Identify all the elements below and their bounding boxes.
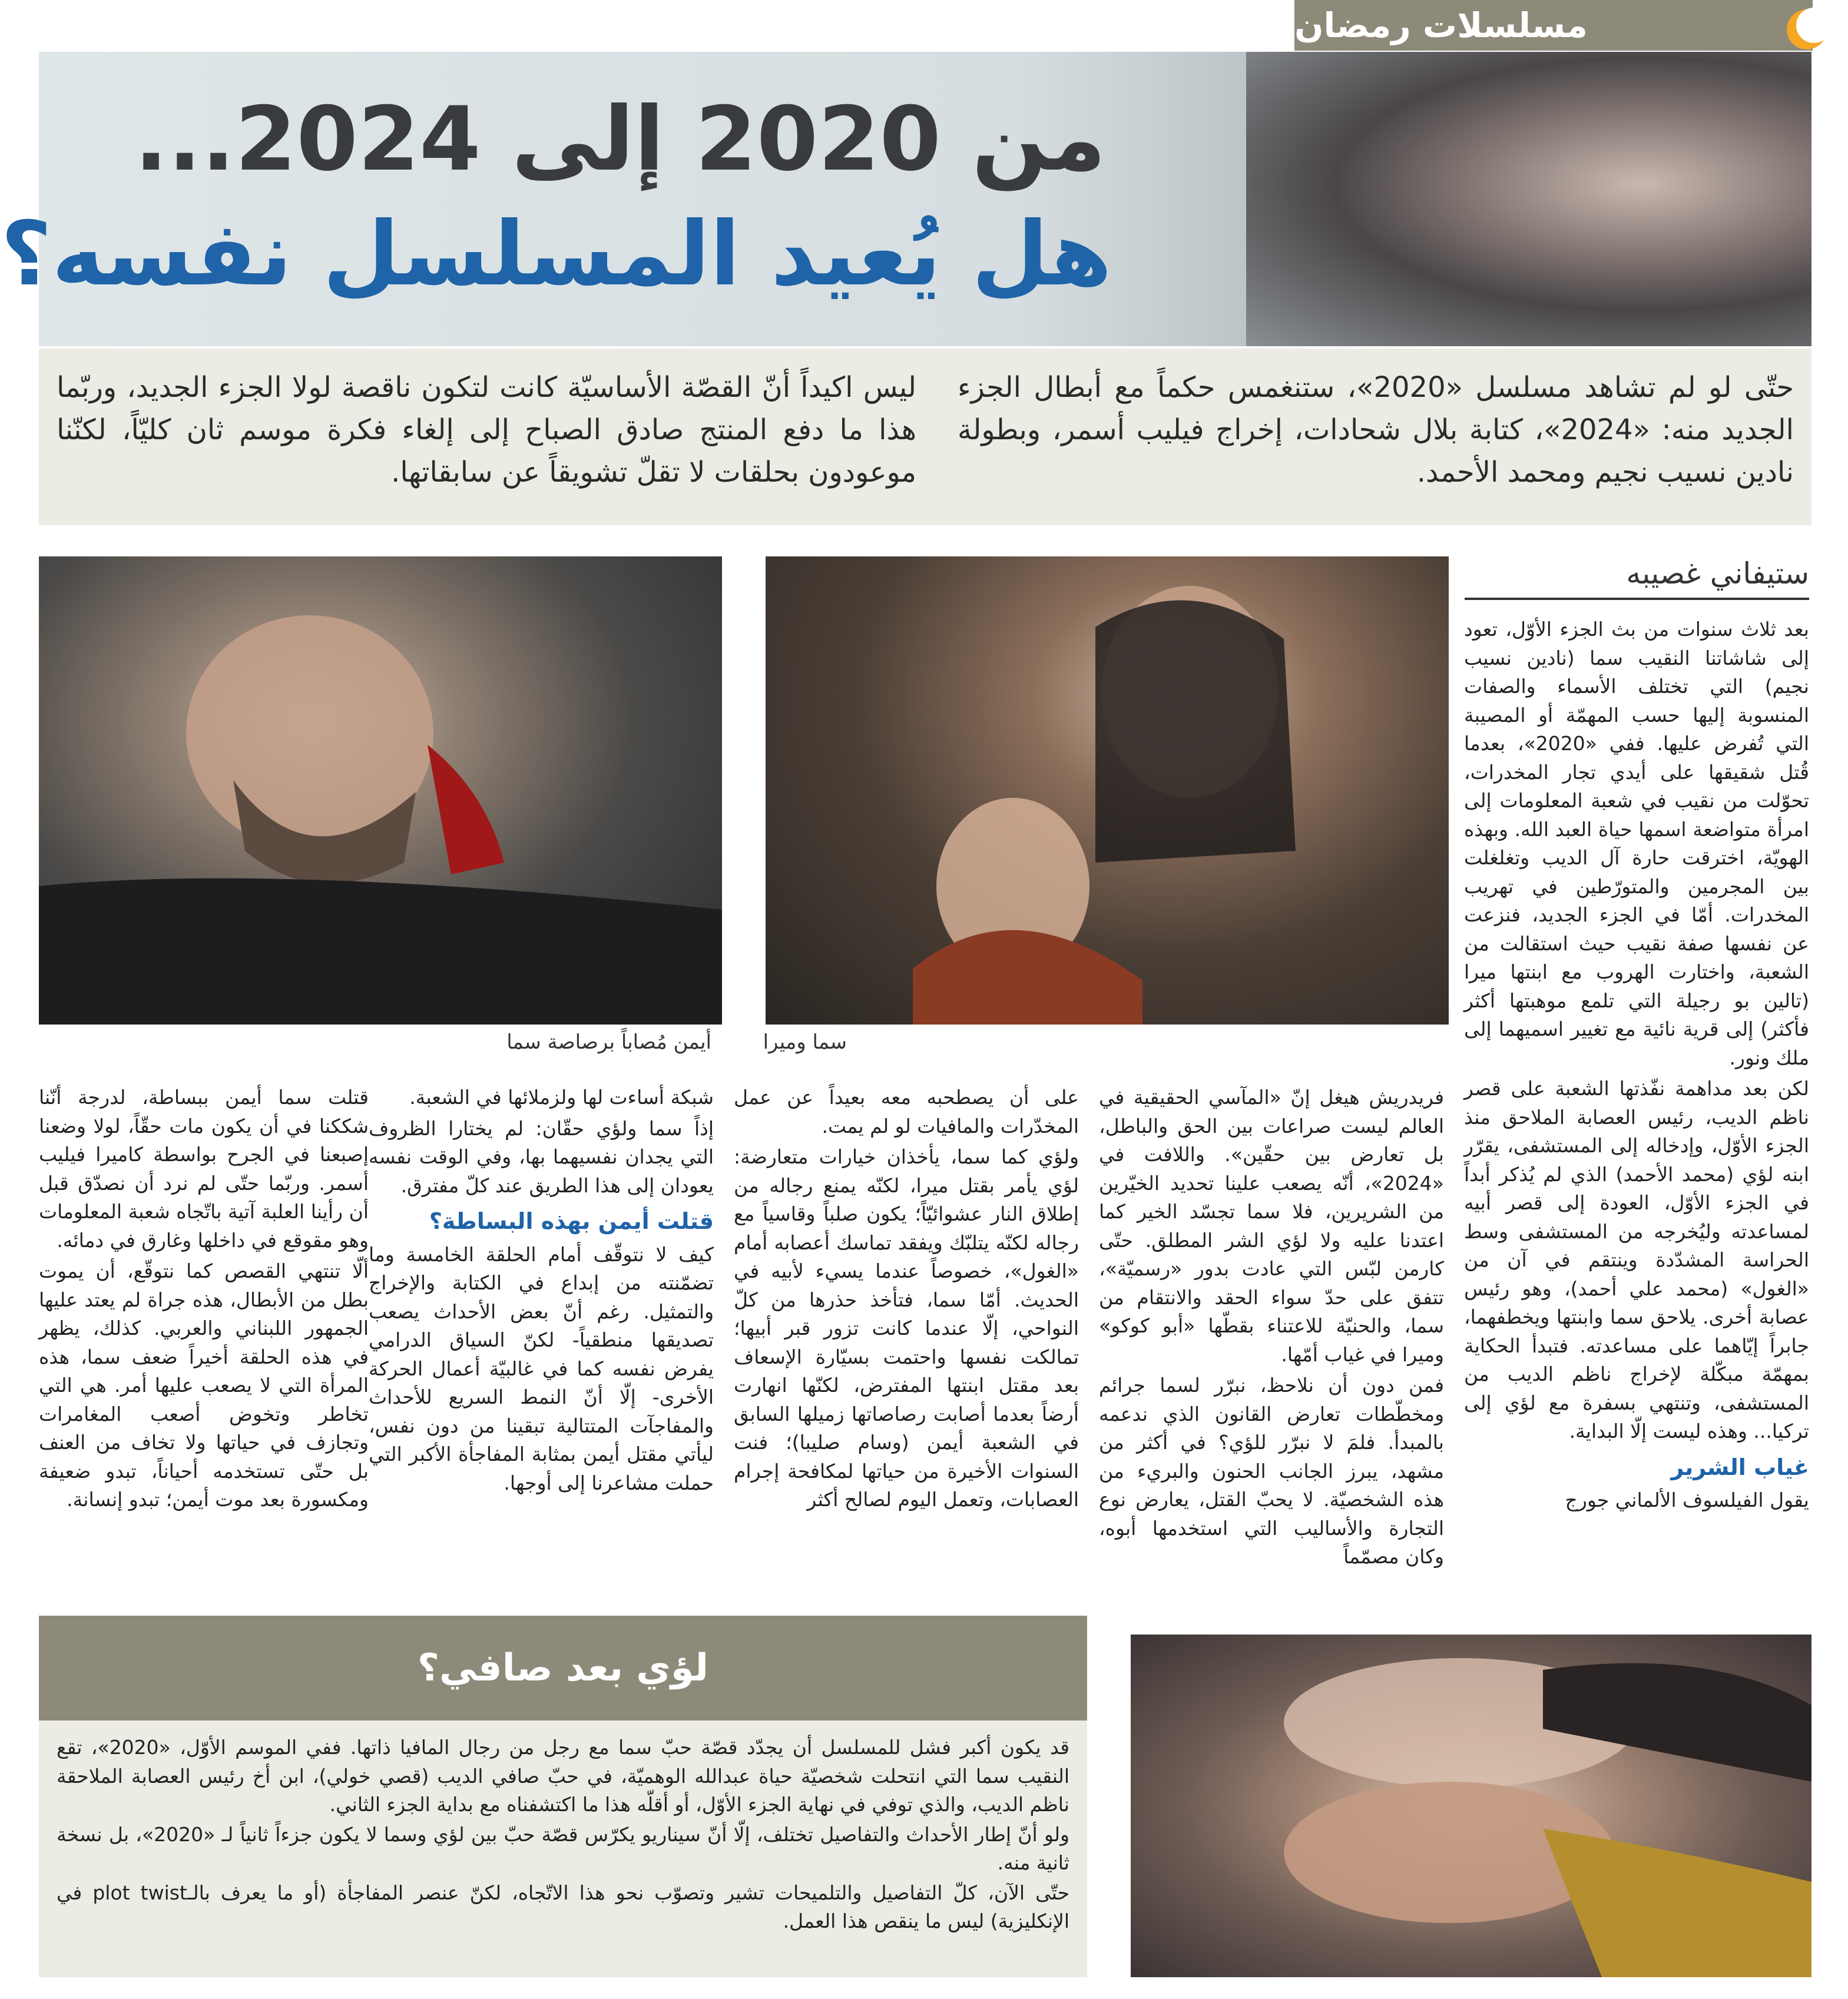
sidebar-box xyxy=(39,1616,1087,1977)
col5-paragraph: قتلت سما أيمن ببساطة، لدرجة أنّنا شككنا في أن يكون مات حقّاً، لولا وضعنا إصبعنا في الجرح بواسطة كاميرا فيليب أسمر. وربّما حتّى لم نرد أن نصدّق قبل أن رأينا العلبة آتية باتّجاه شعبة المعلومات وهو مقوقع في داخلها وغارق في دمائه. xyxy=(39,1086,369,1252)
headline-line-1: من 2020 إلى 2024... xyxy=(134,88,1106,191)
photo-loay-and-sama xyxy=(1131,1635,1811,1977)
intro-left: ليس اكيداً أنّ القصّة الأساسيّة كانت لتكون ناقصة لولا الجزء الجديد، وربّما هذا ما دفع المنتج صادق الصباح إلى إلغاء فكرة موسم ثان كليّاً، لكنّنا موعودون بحلقات لا تقلّ تشويقاً عن سابقاتها. xyxy=(57,371,916,489)
col1-paragraph: لكن بعد مداهمة نفّذتها الشعبة على قصر ناظم الديب، رئيس العصابة الملاحق منذ الجزء الأوّل، وإدخاله إلى المستشفى، يقرّر ابنه لؤي (محمد الأحمد) الذي لم يُذكر أبداً في الجزء الأوّل، العودة إلى قصر أبيه لمساعدته وليُخرجه من المستشفى وسط الحراسة المشدّدة وينتقم في آن من «الغول» (محمد علي أحمد)، وهو رئيس عصابة أخرى. يلاحق سما وابنتها ويخطفهما، جابراً إيّاهما على مساعدته. فتبدأ الحكاية بمهمّة مبكّلة لإخراج ناظم الديب من المستشفى، وتنتهي بسفرة مع لؤي إلى تركيا... وهذه ليست إلّا البداية. xyxy=(1464,1077,1809,1443)
col3-paragraph: على أن يصطحبه معه بعيداً عن عمل المخدّرات والمافيات لو لم يمت. xyxy=(734,1086,1079,1138)
col3-paragraph: ولؤي كما سما، يأخذان خيارات متعارضة: لؤي يأمر بقتل ميرا، لكنّه يمنع رجاله من إطلاق النار عشوائيّاً؛ يكون صلباً وقاسياً مع رجاله لكنّه يتلبّك ويفقد تماسك أعصابه أمام «الغول»، خصوصاً عندما يسيء لأبيه في الحديث. أمّا سما، فتأخذ حذرها من كلّ النواحي، إلّا عندما كانت تزور قبر أبيها؛ تمالكت نفسها واحتمت بسيّارة الإسعاف بعد مقتل ابنتها المفترض، لكنّها انهارت أرضاً بعدما أصابت رصاصاتها زميلها السابق في الشعبة أيمن (وسام صليبا)؛ فنت السنوات الأخيرة من حياتها لمكافحة إجرام العصابات، وتعمل اليوم لصالح أكثر xyxy=(734,1145,1079,1511)
box-paragraph: حتّى الآن، كلّ التفاصيل والتلميحات تشير وتصوّب نحو هذا الاتّجاه، لكنّ عنصر المفاجأة (أو ما يعرف بالـplot twist في الإنكليزية) ليس ما ينقص هذا العمل. xyxy=(57,1881,1069,1932)
col1-paragraph: يقول الفيلسوف الألماني جورج xyxy=(1565,1489,1809,1511)
box-body xyxy=(57,1733,1069,1937)
column-5 xyxy=(39,1083,369,1517)
intro-right: حتّى لو لم تشاهد مسلسل «2020»، ستنغمس حكماً مع أبطال الجزء الجديد منه: «2024»، كتابة بلال شحادات، إخراج فيليب أسمر، وبطولة نادين نسيب نجيم ومحمد الأحمد. xyxy=(958,371,1794,489)
column-1 xyxy=(1464,615,1809,1517)
column-2 xyxy=(1099,1083,1444,1574)
col2-paragraph: فريدريش هيغل إنّ «المآسي الحقيقية في العالم ليست صراعات بين الحق والباطل، بل تعارض بين حقّين». واللافت في «2024»، أنّه يصعب علينا تحديد الخيّرين من الشريرين، فلا سما تجسّد الخير كما اعتدنا عليه ولا لؤي الشر المطلق. حتّى كارمن لبّس التي عادت بدور «رسميّة»، تتفق على حدّ سواء الحقد والانتقام من سما، والحنيّة للاعتناء بقطّها «أبو كوكو» وميرا في غياب أمّها. xyxy=(1099,1086,1444,1366)
caption-ayman: أيمن مُصاباً برصاصة سما xyxy=(506,1030,711,1054)
col2-paragraph: فمن دون أن نلاحظ، نبرّر لسما جرائم ومخطّطات تعارض القانون الذي ندعمه بالمبدأ. فلمَ لا نبرّر للؤي؟ في أكثر من مشهد، يبرز الجانب الحنون والبريء من هذه الشخصيّة. لا يحبّ القتل، يعارض نوع التجارة والأساليب التي استخدمها أبوه، وكان مصمّماً xyxy=(1099,1374,1444,1568)
caption-sama: سما وميرا xyxy=(763,1030,847,1054)
col4-paragraph: شبكة أساءت لها ولزملائها في الشعبة. xyxy=(409,1086,714,1109)
box-paragraph: ولو أنّ إطار الأحداث والتفاصيل تختلف، إلّا أنّ سيناريو يكرّس قصّة حبّ بين لؤي وسما لا يكون جزءاً ثانياً لـ «2020»، بل نسخة ثانية منه. xyxy=(57,1822,1069,1874)
photo-sama-and-mira xyxy=(766,556,1449,1025)
section-tab xyxy=(1294,0,1813,51)
col4-paragraph: كيف لا نتوقّف أمام الحلقة الخامسة وما تضمّنته من إبداع في الكتابة والإخراج والتمثيل. رغم أنّ بعض الأحداث يصعب تصديقها منطقياً- لكنّ السياق الدرامي يفرض نفسه كما في غالبيّة أعمال الحركة الأخرى- إلّا أنّ النمط السريع للأحداث والمفاجآت المتتالية تبقينا من دون نفس، ليأتي مقتل أيمن بمثابة المفاجأة الأكبر التي حملت مشاعرنا إلى أوجها. xyxy=(369,1242,714,1494)
col4-paragraph: إذاً سما ولؤي حقّان: لم يختارا الظروف التي يجدان نفسيهما بها، وفي الوقت نفسه يعودان إلى هذا الطريق عند كلّ مفترق. xyxy=(369,1116,714,1197)
box-paragraph: قد يكون أكبر فشل للمسلسل أن يجدّد قصّة حبّ سما مع رجل من رجال المافيا ذاتها. ففي الموسم الأوّل، «2020»، تقع النقيب سما التي انتحلت شخصيّة حياة عبدالله الوهميّة، في حبّ صافي الديب (قصي خولي)، ابن أخ رئيس العصابة الملاحقة ناظم الديب، والذي توفي في نهاية الجزء الأوّل، أو أقلّه هذا ما اكتشفناه مع بداية الجزء الثاني. xyxy=(57,1736,1069,1816)
section-label: مسلسلات رمضان xyxy=(1294,5,1588,45)
intro-strip xyxy=(39,349,1811,525)
col5-paragraph: ألّا تنتهي القصص كما نتوقّع، أن يموت بطل من الأبطال، هذه جراة لم يعتد عليها الجمهور اللبناني والعربي. كذلك، يظهر في هذه الحلقة أخيراً ضعف سما، هذه المرأة التي لا يصعب عليها أمر. هي التي تخاطر وتخوض أصعب المغامرات وتجازف في حياتها ولا تخاف من العنف بل حتّى تستخدمه أحياناً، تبدو ضعيفة ومكسورة بعد موت أيمن؛ تبدو إنسانة. xyxy=(39,1259,369,1511)
crescent-icon xyxy=(1766,0,1848,59)
column-4 xyxy=(369,1083,714,1500)
subhead-absent-villain: غياب الشرير xyxy=(1671,1454,1809,1480)
col1-paragraph: بعد ثلاث سنوات من بث الجزء الأوّل، تعود إلى شاشاتنا النقيب سما (نادين نسيب نجيم) التي تختلف الأسماء والصفات المنسوبة إليها حسب المهمّة أو المصيبة التي تُفرض عليها. ففي «2020»، بعدما قُتل شقيقها على أيدي تجار المخدرات، تحوّلت من نقيب في شعبة المعلومات إلى امرأة متواضعة اسمها حياة العبد الله. وبهذه الهويّة، اخترقت حارة آل الديب وتغلغلت بين المجرمين والمتورّطين في تهريب المخدرات. أمّا في الجزء الجديد، فنزعت عن نفسها صفة نقيب حيث استقالت من الشعبة، واختارت الهروب مع ابنتها ميرا (تالين بو رجيلة التي تلمع موهبتها أكثر فأكثر) إلى قرية نائية مع تغيير اسميهما إلى ملك ونور. xyxy=(1464,618,1809,1069)
cast-photo xyxy=(1246,52,1811,346)
photo-ayman-shot xyxy=(39,556,722,1025)
subhead-killed-ayman: قتلت أيمن بهذه البساطة؟ xyxy=(429,1208,714,1234)
box-header xyxy=(39,1616,1087,1720)
box-title: لؤي بعد صافي؟ xyxy=(417,1646,709,1690)
headline-line-2: هل يُعيد المسلسل نفسه؟ xyxy=(0,203,1112,306)
column-3 xyxy=(734,1083,1079,1517)
author-byline: ستيفاني غصيبه xyxy=(1465,556,1809,600)
